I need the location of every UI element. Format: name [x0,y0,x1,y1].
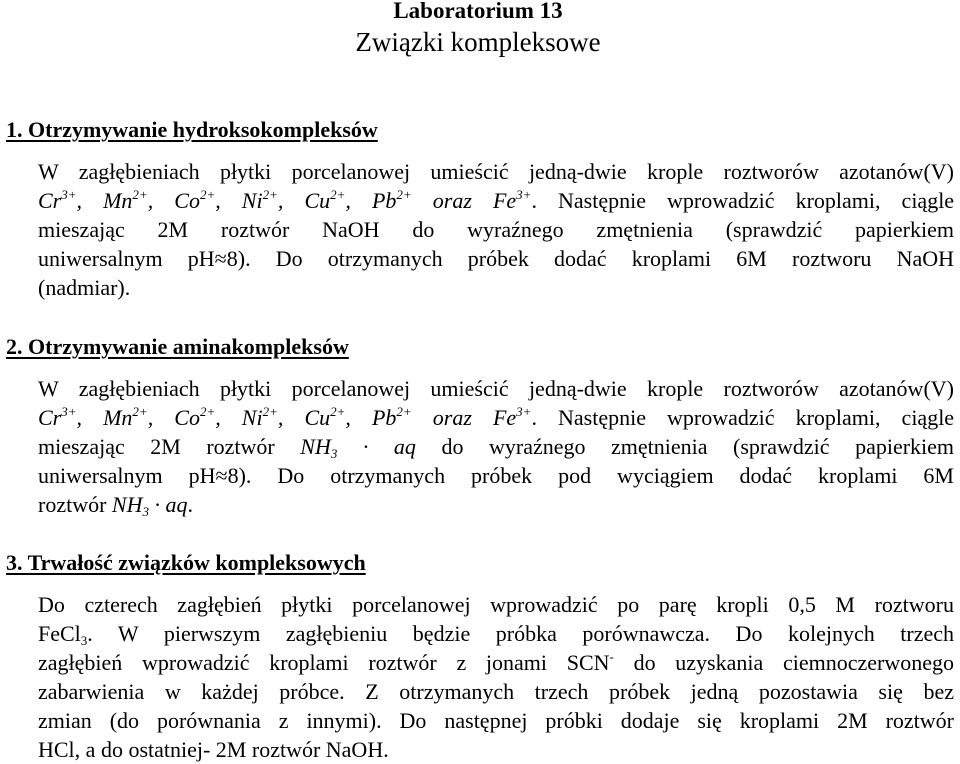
ion: Mn [103,405,133,430]
s1-line-5: (nadmiar). [38,275,131,300]
section-1-heading: 1. Otrzymywanie hydroksokompleksów [6,117,378,142]
s3-line-2-rest: . W pierwszym zagłębieniu będzie próbka porównawcza. Do kolejnych trzech [87,621,954,646]
s1-line-2: $Cr^{3+}$, $Mn^{2+}$, $Co^{2+}$, $Ni^{2+}$, $Cu^{2+}$, $Pb^{2+}$ oraz $Fe^{3+}$. Następnie wprowadzić kroplami, ciągle [38,187,955,213]
s3-line-6: HCl, a do ostatniej- 2M roztwór NaOH. [38,737,389,762]
charge: 2+ [262,187,278,202]
conjunction: oraz [432,405,472,430]
ion: Ni [241,188,263,213]
ion: Ni [241,405,263,430]
reagent-suffix: · aq [362,434,416,459]
ion: Fe [492,405,517,430]
ion: Cr [38,188,62,213]
charge: 3+ [61,187,77,202]
s1-line-1: W zagłębieniach płytki porcelanowej umieścić jedną-dwie krople roztworów azotanów(V) [38,159,954,184]
s1-line-4: uniwersalnym pH≈8). Do otrzymanych próbek dodać kroplami 6M roztworu NaOH [38,246,954,271]
document-subtitle: Związki kompleksowe [355,27,601,57]
ion: Cu [304,188,331,213]
reagent-suffix: · aq [154,492,188,517]
charge: 3+ [61,404,77,419]
s2-line-3-a: mieszając 2M roztwór [38,434,275,459]
section-2-heading: 2. Otrzymywanie aminakompleksów [6,334,349,359]
compound-subscript: 3 [80,633,88,648]
s3-line-3-b: do uzyskania ciemnoczerwonego [613,650,954,675]
section-1-paragraph [38,157,954,302]
s3-line-1: Do czterech zagłębień płytki porcelanowej wprowadzić po parę kropli 0,5 M roztworu [38,592,954,617]
charge: 3+ [516,404,532,419]
s3-line-4: zabarwienia w każdej próbce. Z otrzymanych trzech próbek jedną pozostawia się bez [38,679,954,704]
s2-line-1: W zagłębieniach płytki porcelanowej umieścić jedną-dwie krople roztworów azotanów(V) [38,376,954,401]
charge: 2+ [199,187,216,202]
reagent: NH [111,492,143,517]
s3-line-3 [38,648,954,677]
section-2-paragraph [38,374,954,519]
s1-line-2-rest: . Następnie wprowadzić kroplami, ciągle [531,188,955,213]
reagent-subscript: 3 [330,446,338,461]
ion-charge: - [609,649,614,664]
ion: Cu [304,405,331,430]
s2-line-2: $Cr^{3+}$, $Mn^{2+}$, $Co^{2+}$, $Ni^{2+}$, $Cu^{2+}$, $Pb^{2+}$ oraz $Fe^{3+}$. Następnie wprowadzić kroplami, ciągle [38,404,955,430]
charge: 2+ [396,187,412,202]
s2-line-2-rest: . Następnie wprowadzić kroplami, ciągle [531,405,955,430]
s2-line-4: uniwersalnym pH≈8). Do otrzymanych próbek pod wyciągiem dodać kroplami 6M [38,463,954,488]
s2-line-3 [38,432,954,461]
document-title: Laboratorium 13 [393,0,563,23]
reagent: NH [300,434,331,459]
s1-line-3: mieszając 2M roztwór NaOH do wyraźnego zmętnienia (sprawdzić papierkiem [38,217,954,242]
conjunction: oraz [432,188,472,213]
s3-line-2 [38,619,954,648]
section-3-paragraph [38,590,954,764]
ion: Cr [38,405,62,430]
charge: 2+ [132,404,148,419]
ion: Mn [103,188,133,213]
s2-line-3-b: do wyraźnego zmętnienia (sprawdzić papierkiem [441,434,955,459]
ion: Pb [371,405,397,430]
ion: Co [174,405,200,430]
charge: 2+ [199,404,216,419]
charge: 3+ [516,187,532,202]
s2-line-5-end: . [187,492,193,517]
charge: 2+ [396,404,412,419]
charge: 2+ [330,187,346,202]
section-3-heading: 3. Trwałość związków kompleksowych [6,550,366,575]
s3-line-5: zmian (do porównania z innymi). Do następnej próbki dodaje się kroplami 2M roztwór [38,708,954,733]
s2-line-5-a: roztwór [38,492,107,517]
ion: Co [174,188,200,213]
s3-line-3-a: zagłębień wprowadzić kroplami roztwór z jonami SCN [38,650,610,675]
ion: Pb [371,188,397,213]
charge: 2+ [330,404,346,419]
charge: 2+ [132,187,148,202]
reagent-subscript: 3 [142,504,149,519]
compound: FeCl [38,621,81,646]
charge: 2+ [262,404,278,419]
s2-line-5 [38,490,954,519]
ion: Fe [492,188,517,213]
